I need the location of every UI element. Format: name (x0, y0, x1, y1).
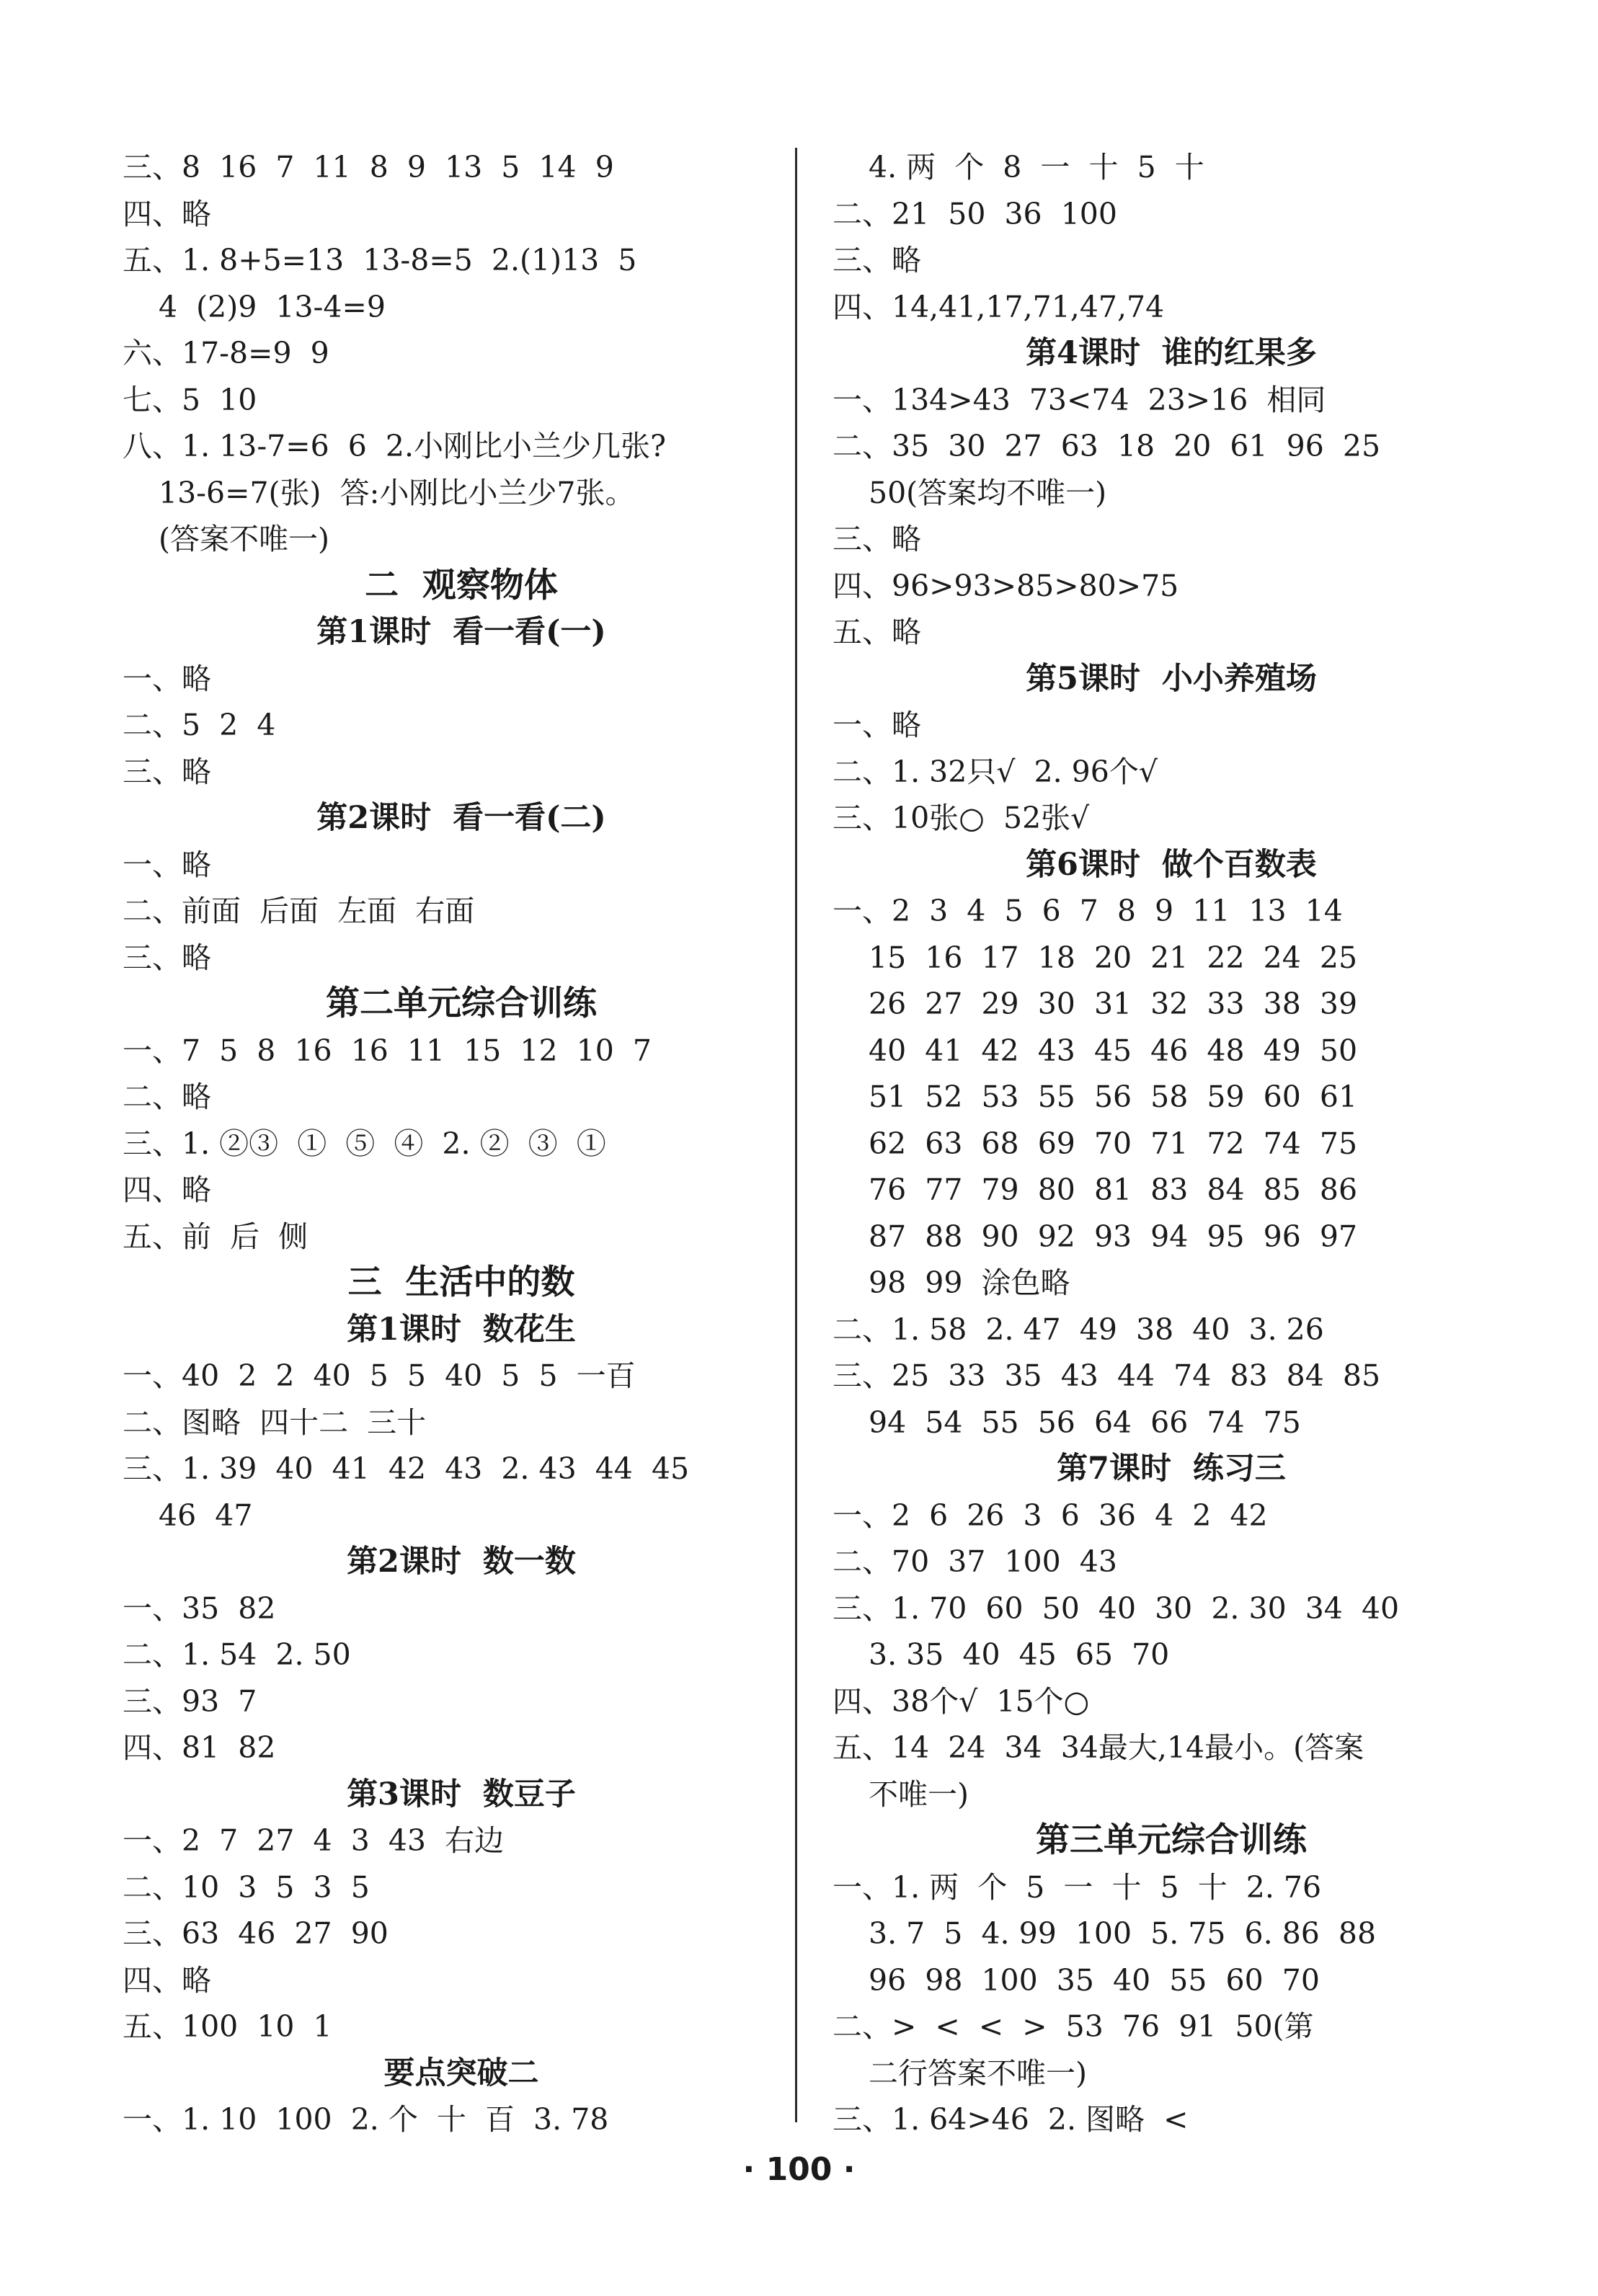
answer-line: 76 77 79 80 81 83 84 85 86 (869, 1173, 1358, 1207)
answer-line: 三、8 16 7 11 8 9 13 5 14 9 (123, 150, 614, 184)
answer-line: 96 98 100 35 40 55 60 70 (869, 1962, 1320, 1998)
answer-line: 二、5 2 4 (123, 708, 276, 742)
answer-line: 三、25 33 35 43 44 74 83 84 85 (833, 1358, 1381, 1393)
answer-line: 二、图略 四十二 三十 (123, 1405, 427, 1440)
answer-line: 五、14 24 34 34最大,14最小。(答案 (833, 1730, 1364, 1765)
answer-line: 4 (2)9 13-4=9 (159, 289, 386, 324)
left-answer-column (123, 144, 800, 2143)
answer-line: 二、> < < > 53 76 91 50(第 (833, 2009, 1314, 2044)
answer-line: 一、略 (123, 847, 211, 882)
answer-line: 三、略 (123, 940, 211, 975)
column-divider (795, 148, 797, 2122)
answer-line: 四、略 (123, 196, 211, 231)
answer-line: 四、略 (123, 1962, 211, 1998)
answer-line: 三、略 (833, 522, 921, 556)
answer-line: 七、5 10 (123, 382, 257, 417)
answer-line: 3. 7 5 4. 99 100 5. 75 6. 86 88 (869, 1916, 1377, 1951)
answer-line: 二行答案不唯一) (869, 2055, 1087, 2091)
answer-line: 三、93 7 (123, 1683, 257, 1719)
answer-line: 三、63 46 27 90 (123, 1916, 389, 1951)
section-heading: 第2课时 看一看(二) (316, 800, 606, 836)
section-heading: 第二单元综合训练 (326, 984, 597, 1023)
answer-line: 八、1. 13-7=6 6 2.小刚比小兰少几张? (123, 429, 667, 463)
answer-line: 五、前 后 侧 (123, 1219, 308, 1254)
answer-line: 94 54 55 56 64 66 74 75 (869, 1405, 1301, 1440)
answer-line: 二、70 37 100 43 (833, 1544, 1117, 1579)
answer-line: 六、17-8=9 9 (123, 336, 329, 370)
answer-line: 二、1. 54 2. 50 (123, 1637, 351, 1672)
answer-line: 87 88 90 92 93 94 95 96 97 (869, 1219, 1358, 1254)
answer-line: 一、略 (123, 661, 211, 696)
answer-line: 一、略 (833, 708, 921, 742)
section-heading: 第1课时 看一看(一) (316, 614, 606, 650)
answer-line: 三、1. 64>46 2. 图略 < (833, 2102, 1189, 2137)
answer-line: 15 16 17 18 20 21 22 24 25 (869, 940, 1358, 975)
answer-line: 40 41 42 43 45 46 48 49 50 (869, 1033, 1358, 1068)
answer-line: 二、35 30 27 63 18 20 61 96 25 (833, 429, 1381, 463)
section-heading: 三 生活中的数 (347, 1263, 575, 1302)
answer-line: 46 47 (159, 1498, 253, 1533)
answer-line: 三、10张○ 52张√ (833, 801, 1090, 835)
section-heading: 第2课时 数一数 (347, 1544, 576, 1580)
answer-line: 62 63 68 69 70 71 72 74 75 (869, 1126, 1358, 1161)
answer-line: 二、前面 后面 左面 右面 (123, 894, 475, 928)
answer-line: 二、21 50 36 100 (833, 196, 1117, 231)
answer-line: 一、1. 10 100 2. 个 十 百 3. 78 (123, 2102, 609, 2137)
answer-line: 二、10 3 5 3 5 (123, 1869, 370, 1905)
answer-line: 四、96>93>85>80>75 (833, 568, 1179, 603)
section-heading: 要点突破二 (383, 2055, 539, 2091)
answer-line: 三、略 (833, 243, 921, 277)
answer-line: (答案不唯一) (159, 522, 329, 556)
answer-line: 五、100 10 1 (123, 2009, 332, 2044)
answer-line: 四、14,41,17,71,47,74 (833, 289, 1165, 324)
answer-line: 一、2 3 4 5 6 7 8 9 11 13 14 (833, 894, 1343, 928)
answer-line: 51 52 53 55 56 58 59 60 61 (869, 1080, 1358, 1114)
section-heading: 第3课时 数豆子 (347, 1776, 576, 1812)
section-heading: 第三单元综合训练 (1036, 1820, 1307, 1860)
answer-line: 四、81 82 (123, 1730, 276, 1765)
answer-line: 50(答案均不唯一) (869, 475, 1107, 510)
answer-line: 一、1. 两 个 5 一 十 5 十 2. 76 (833, 1869, 1322, 1905)
answer-line: 4. 两 个 8 一 十 5 十 (869, 150, 1204, 184)
answer-line: 一、40 2 2 40 5 5 40 5 5 一百 (123, 1358, 636, 1393)
answer-line: 五、1. 8+5=13 13-8=5 2.(1)13 5 (123, 243, 637, 277)
section-heading: 第6课时 做个百数表 (1026, 846, 1317, 883)
answer-line: 五、略 (833, 615, 921, 649)
answer-line: 三、1. 39 40 41 42 43 2. 43 44 45 (123, 1451, 690, 1486)
section-heading: 二 观察物体 (365, 565, 558, 605)
answer-line: 四、38个√ 15个○ (833, 1683, 1090, 1719)
answer-line: 13-6=7(张) 答:小刚比小兰少7张。 (159, 475, 635, 510)
answer-line: 三、1. ②③ ① ⑤ ④ 2. ② ③ ① (123, 1126, 606, 1161)
page-number: · 100 · (742, 2151, 856, 2188)
answer-line: 3. 35 40 45 65 70 (869, 1637, 1170, 1672)
answer-line: 一、35 82 (123, 1590, 276, 1626)
answer-line: 一、2 6 26 3 6 36 4 2 42 (833, 1498, 1268, 1533)
answer-line: 不唯一) (869, 1776, 969, 1812)
answer-line: 26 27 29 30 31 32 33 38 39 (869, 987, 1358, 1021)
section-heading: 第1课时 数花生 (347, 1311, 576, 1348)
answer-line: 三、略 (123, 754, 211, 789)
answer-line: 一、134>43 73<74 23>16 相同 (833, 382, 1326, 417)
section-heading: 第5课时 小小养殖场 (1026, 660, 1317, 697)
answer-line: 二、略 (123, 1080, 211, 1114)
answer-line: 二、1. 58 2. 47 49 38 40 3. 26 (833, 1312, 1324, 1347)
right-answer-column (833, 144, 1510, 2143)
answer-line: 三、1. 70 60 50 40 30 2. 30 34 40 (833, 1590, 1400, 1626)
section-heading: 第7课时 练习三 (1057, 1451, 1286, 1487)
answer-line: 四、略 (123, 1173, 211, 1207)
answer-line: 一、2 7 27 4 3 43 右边 (123, 1823, 505, 1858)
answer-line: 二、1. 32只√ 2. 96个√ (833, 754, 1158, 789)
answer-line: 一、7 5 8 16 16 11 15 12 10 7 (123, 1033, 652, 1068)
section-heading: 第4课时 谁的红果多 (1026, 335, 1317, 371)
answer-line: 98 99 涂色略 (869, 1265, 1070, 1300)
